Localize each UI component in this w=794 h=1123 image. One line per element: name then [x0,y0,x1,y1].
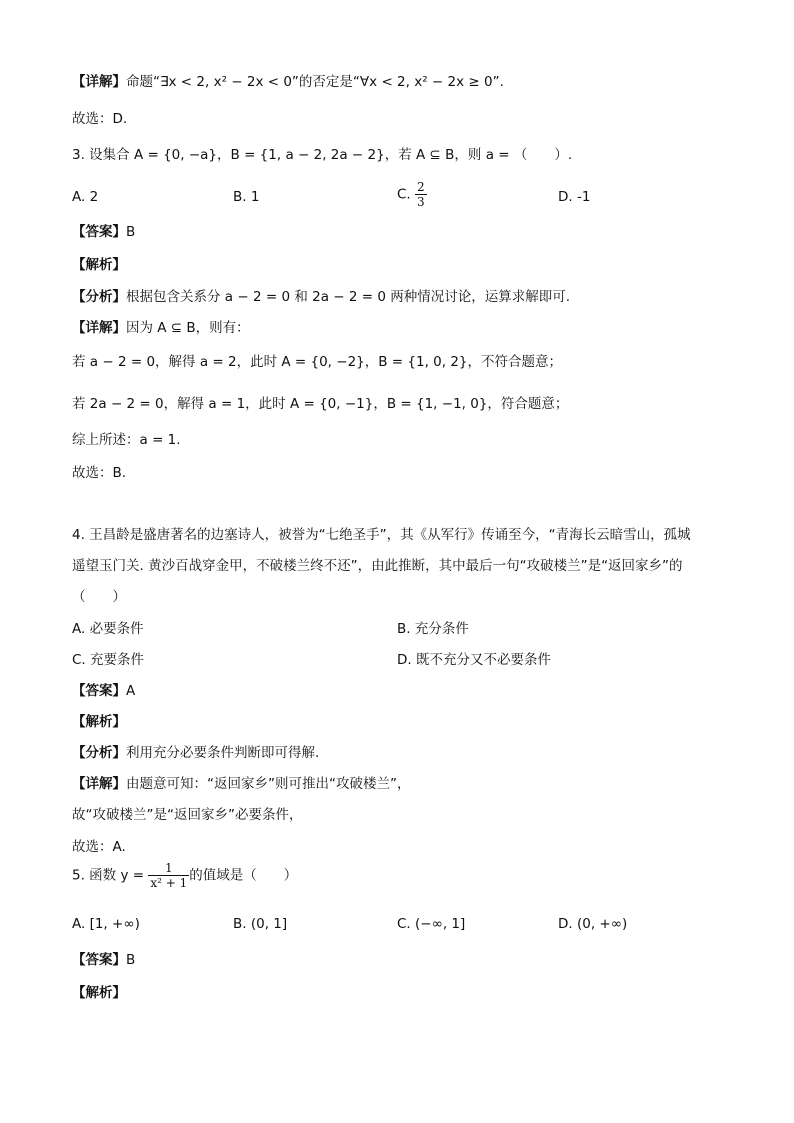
q4-option-a: A. 必要条件 [72,621,144,637]
q4-xiangjie-line [72,775,410,793]
fenxi-text: 根据包含关系分 a − 2 = 0 和 2a − 2 = 0 两种情况讨论，运算求解即可. [126,289,571,305]
fenxi-tag: 【分析】 [72,289,126,305]
q4-conclusion: 故“攻破楼兰”是“返回家乡”必要条件， [72,807,303,823]
q3-option-c [397,180,427,209]
q4-option-d: D. 既不充分又不必要条件 [397,652,551,668]
question-4-stem-line-3: （ ） [72,589,126,605]
fenxi-tag: 【分析】 [72,745,126,761]
q3-answer-line [72,223,135,241]
q3-case-2: 若 2a − 2 = 0，解得 a = 1，此时 A = {0, −1}，B = {1, −1, 0}，符合题意； [72,396,569,412]
q5-stem-prefix: 5. 函数 y = [72,867,145,884]
fraction-numerator: 1 [148,861,189,876]
question-4-stem-line-1: 4. 王昌龄是盛唐著名的边塞诗人，被誉为“七绝圣手”，其《从军行》传诵至今，“青海长云暗雪山，孤城 [72,527,691,543]
q5-jiexi-tag: 【解析】 [72,985,126,1001]
q5-fraction [148,861,189,890]
xiangjie-text: 因为 A ⊆ B，则有： [126,320,250,336]
q4-choose: 故选：A. [72,839,126,855]
q3-case-1: 若 a − 2 = 0，解得 a = 2，此时 A = {0, −2}，B = {1, 0, 2}，不符合题意； [72,354,563,370]
q3-summary: 综上所述：a = 1. [72,432,181,448]
answer-tag: 【答案】 [72,952,126,968]
xiangjie-text: 由题意可知：“返回家乡”则可推出“攻破楼兰”， [126,776,411,792]
detail-text: 命题“∃x < 2, x² − 2x < 0”的否定是“∀x < 2, x² − 2x ≥ 0”. [126,74,504,90]
answer-tag: 【答案】 [72,683,126,699]
q3-jiexi-tag: 【解析】 [72,257,126,273]
q5-option-b: B. (0, 1] [233,916,288,932]
q4-fenxi-line [72,744,319,762]
fraction-denominator: x² + 1 [150,876,188,890]
q3-choose: 故选：B. [72,465,127,481]
answer-value: B [126,952,136,968]
question-3-stem: 3. 设集合 A = {0, −a}，B = {1, a − 2, 2a − 2}，若 A ⊆ B，则 a = （ ）. [72,147,573,163]
answer-value: A [126,683,136,699]
detail-line-q2 [72,73,504,91]
q5-answer-line [72,951,135,969]
q3-option-b: B. 1 [233,189,260,205]
q4-option-b: B. 充分条件 [397,621,469,637]
detail-tag: 【详解】 [72,74,126,90]
q5-option-a: A. [1, +∞) [72,916,140,932]
xiangjie-tag: 【详解】 [72,320,126,336]
q3-xiangjie-line [72,319,250,337]
choose-line-q2: 故选：D. [72,111,128,127]
q4-jiexi-tag: 【解析】 [72,714,126,730]
q4-answer-line [72,682,135,700]
q3-fenxi-line [72,288,570,306]
q3-option-a: A. 2 [72,189,99,205]
answer-value: B [126,224,136,240]
question-4-stem-line-2: 遥望玉门关. 黄沙百战穿金甲，不破楼兰终不还”，由此推断，其中最后一句“攻破楼兰”是“返回家乡”的 [72,558,683,574]
q3-option-c-label: C. [397,186,411,203]
q5-option-c: C. (−∞, 1] [397,916,466,932]
q5-option-d: D. (0, +∞) [558,916,628,932]
question-5-stem [72,861,297,890]
q4-option-c: C. 充要条件 [72,652,145,668]
answer-tag: 【答案】 [72,224,126,240]
xiangjie-tag: 【详解】 [72,776,126,792]
q5-stem-suffix: 的值域是（ ） [189,867,298,884]
q3-option-c-fraction [415,180,427,209]
fraction-numerator: 2 [417,180,425,194]
fraction-denominator: 3 [417,195,425,209]
fenxi-text: 利用充分必要条件判断即可得解. [126,745,320,761]
q3-option-d: D. -1 [558,189,591,205]
